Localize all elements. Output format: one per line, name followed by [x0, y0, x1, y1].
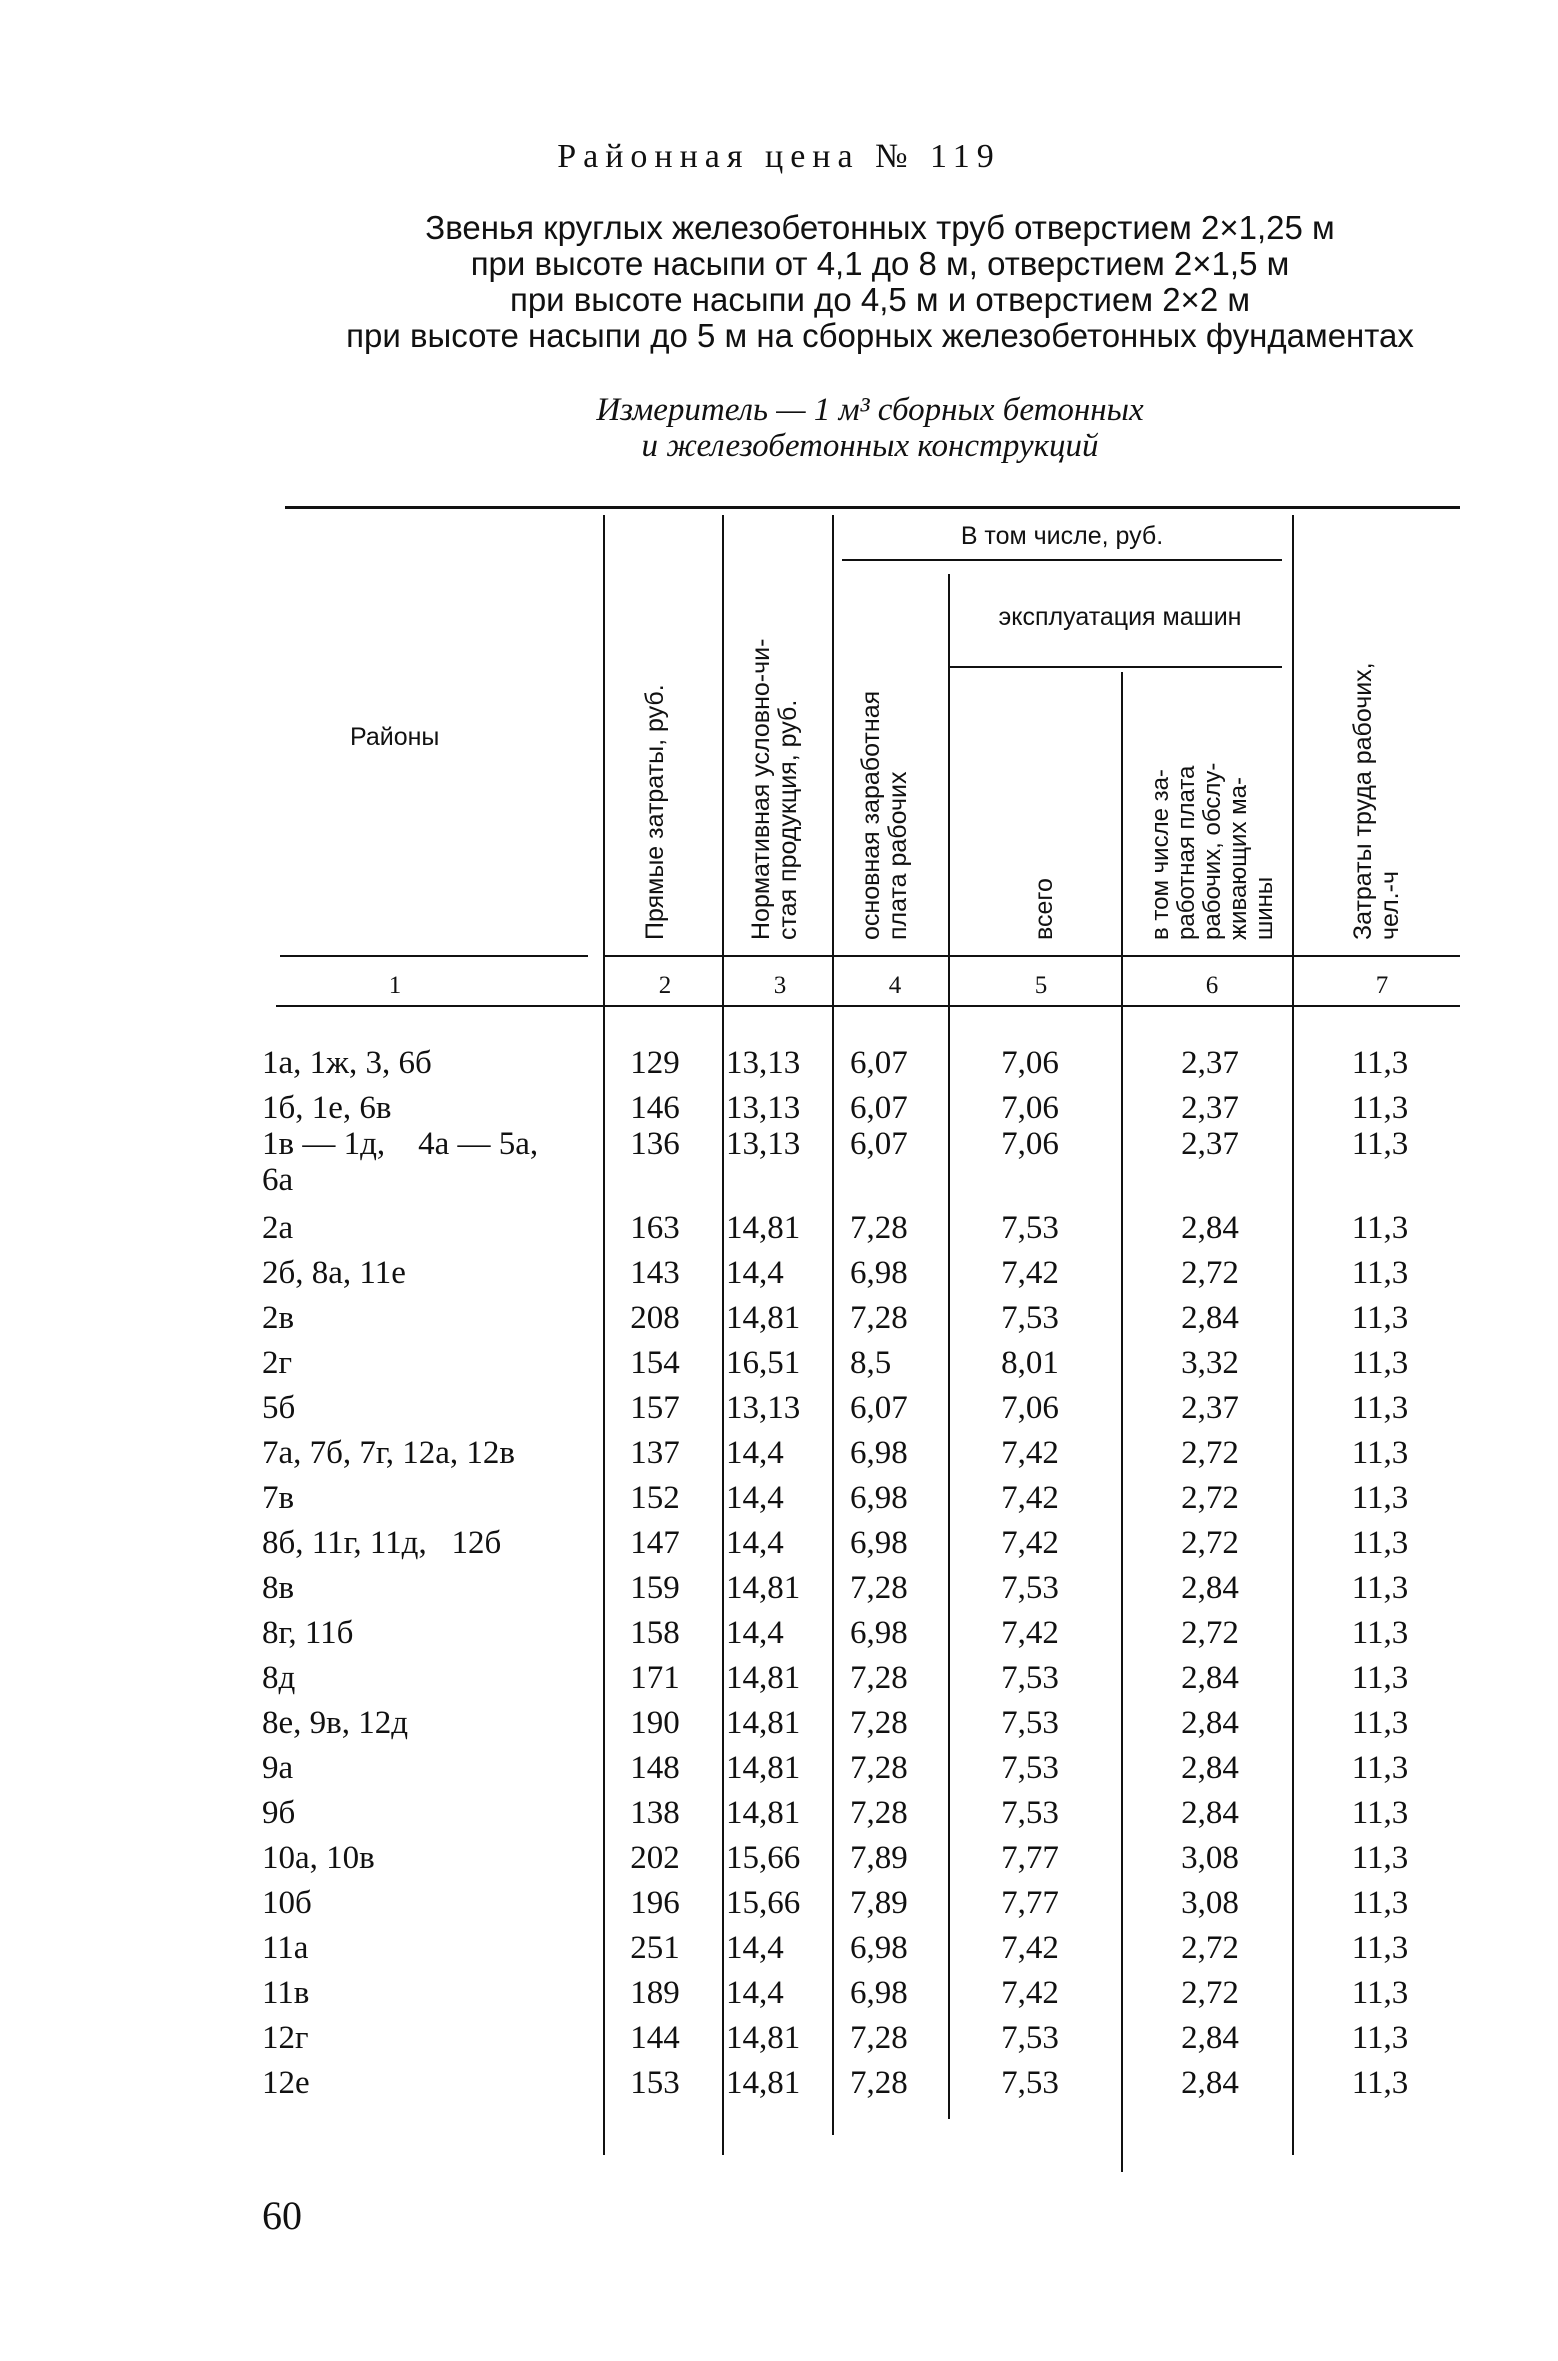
header-line: стая продукция, руб.	[774, 699, 802, 940]
header-direct-costs: Прямые затраты, руб.	[641, 684, 669, 940]
machine-total-cell: 7,42	[1001, 1975, 1059, 2011]
normative-product-cell: 14,81	[726, 1795, 801, 1831]
base-wage-cell: 7,28	[850, 1210, 908, 1246]
labor-cell: 11,3	[1351, 1480, 1409, 1516]
direct-costs-cell: 148	[630, 1750, 680, 1786]
direct-costs-cell: 138	[630, 1795, 680, 1831]
region-cell: 12г	[262, 2020, 309, 2056]
labor-cell: 11,3	[1351, 2065, 1409, 2101]
machine-total-cell: 7,06	[1001, 1045, 1059, 1081]
labor-cell: 11,3	[1351, 1660, 1409, 1696]
labor-cell: 11,3	[1351, 1345, 1409, 1381]
labor-cell: 11,3	[1351, 1300, 1409, 1336]
region-cell: 11в	[262, 1975, 310, 2011]
region-cell: 2в	[262, 1300, 295, 1336]
direct-costs-cell: 147	[630, 1525, 680, 1561]
normative-product-cell: 14,81	[726, 2020, 801, 2056]
direct-costs-cell: 152	[630, 1480, 680, 1516]
subtitle-line: при высоте насыпи до 5 м на сборных железобетонных фундаментах	[346, 317, 1414, 354]
machine-wage-cell: 3,08	[1181, 1885, 1239, 1921]
base-wage-cell: 6,98	[850, 1255, 908, 1291]
numbers-rule	[276, 1005, 1460, 1007]
header-line: чел.-ч	[1376, 871, 1404, 940]
header-rule	[280, 955, 588, 957]
normative-product-cell: 14,4	[726, 1435, 784, 1471]
machine-total-cell: 7,53	[1001, 1660, 1059, 1696]
normative-product-cell: 13,13	[726, 1126, 801, 1162]
base-wage-cell: 6,98	[850, 1615, 908, 1651]
header-normative-product	[748, 510, 802, 940]
machine-wage-cell: 2,72	[1181, 1975, 1239, 2011]
region-cell: 6а	[262, 1162, 294, 1198]
direct-costs-cell: 144	[630, 2020, 680, 2056]
direct-costs-cell: 146	[630, 1090, 680, 1126]
base-wage-cell: 6,07	[850, 1126, 908, 1162]
header-line: Затраты труда рабочих,	[1349, 662, 1377, 940]
region-cell: 8д	[262, 1660, 296, 1696]
page-title: Районная цена № 119	[557, 138, 1001, 175]
base-wage-cell: 6,07	[850, 1390, 908, 1426]
base-wage-cell: 7,28	[850, 1660, 908, 1696]
normative-product-cell: 14,81	[726, 2065, 801, 2101]
direct-costs-cell: 137	[630, 1435, 680, 1471]
region-cell: 1а, 1ж, 3, 6б	[262, 1045, 432, 1081]
col-divider	[948, 574, 950, 2119]
labor-cell: 11,3	[1351, 1615, 1409, 1651]
machine-wage-cell: 2,72	[1181, 1480, 1239, 1516]
labor-cell: 11,3	[1351, 1750, 1409, 1786]
machine-total-cell: 8,01	[1001, 1345, 1059, 1381]
machine-total-cell: 7,06	[1001, 1390, 1059, 1426]
base-wage-cell: 7,28	[850, 2065, 908, 2101]
direct-costs-cell: 190	[630, 1705, 680, 1741]
header-regions: Районы	[350, 723, 440, 751]
machine-wage-cell: 2,37	[1181, 1390, 1239, 1426]
measure-unit	[470, 392, 1270, 464]
column-number: 6	[1205, 972, 1219, 999]
labor-cell: 11,3	[1351, 2020, 1409, 2056]
labor-cell: 11,3	[1351, 1525, 1409, 1561]
base-wage-cell: 6,98	[850, 1930, 908, 1966]
normative-product-cell: 15,66	[726, 1840, 801, 1876]
column-number: 7	[1375, 972, 1389, 999]
base-wage-cell: 7,28	[850, 1795, 908, 1831]
page-number: 60	[262, 2193, 302, 2238]
subtitle-line: при высоте насыпи от 4,1 до 8 м, отверстием 2×1,5 м	[470, 245, 1290, 282]
region-cell: 8в	[262, 1570, 295, 1606]
region-cell: 10б	[262, 1885, 312, 1921]
machine-wage-cell: 2,72	[1181, 1525, 1239, 1561]
subtitle-line: при высоте насыпи до 4,5 м и отверстием 2×2 м	[509, 281, 1251, 318]
direct-costs-cell: 157	[630, 1390, 680, 1426]
region-cell: 5б	[262, 1390, 296, 1426]
region-cell: 2б, 8а, 11е	[262, 1255, 406, 1291]
base-wage-cell: 7,28	[850, 2020, 908, 2056]
machine-wage-cell: 3,32	[1181, 1345, 1239, 1381]
base-wage-cell: 7,28	[850, 1570, 908, 1606]
region-cell: 2а	[262, 1210, 294, 1246]
direct-costs-cell: 171	[630, 1660, 680, 1696]
header-including: В том числе, руб.	[960, 522, 1164, 550]
labor-cell: 11,3	[1351, 1255, 1409, 1291]
header-line: работная плата	[1173, 765, 1200, 940]
machine-wage-cell: 2,84	[1181, 1660, 1239, 1696]
machine-total-cell: 7,53	[1001, 2020, 1059, 2056]
normative-product-cell: 13,13	[726, 1090, 801, 1126]
normative-product-cell: 14,4	[726, 1615, 784, 1651]
machine-total-cell: 7,42	[1001, 1255, 1059, 1291]
machine-total-cell: 7,53	[1001, 1300, 1059, 1336]
machine-total-cell: 7,53	[1001, 1570, 1059, 1606]
machine-total-cell: 7,42	[1001, 1930, 1059, 1966]
machine-wage-cell: 2,72	[1181, 1615, 1239, 1651]
labor-cell: 11,3	[1351, 1090, 1409, 1126]
region-cell: 9а	[262, 1750, 294, 1786]
base-wage-cell: 6,07	[850, 1090, 908, 1126]
header-machine-operation: эксплуатация машин	[998, 603, 1242, 631]
normative-product-cell: 16,51	[726, 1345, 801, 1381]
header-line: Нормативная условно-чи-	[747, 638, 775, 940]
measure-line: и железобетонных конструкций	[641, 428, 1099, 464]
direct-costs-cell: 189	[630, 1975, 680, 2011]
subtitle	[270, 210, 1490, 354]
machine-total-cell: 7,53	[1001, 2065, 1059, 2101]
labor-cell: 11,3	[1351, 1705, 1409, 1741]
normative-product-cell: 15,66	[726, 1885, 801, 1921]
normative-product-cell: 14,81	[726, 1210, 801, 1246]
region-cell: 8б, 11г, 11д, 12б	[262, 1525, 502, 1561]
normative-product-cell: 14,4	[726, 1255, 784, 1291]
including-rule	[842, 559, 1282, 561]
normative-product-cell: 14,4	[726, 1480, 784, 1516]
labor-cell: 11,3	[1351, 1210, 1409, 1246]
machine-wage-cell: 2,84	[1181, 1705, 1239, 1741]
machine-total-cell: 7,53	[1001, 1750, 1059, 1786]
machine-total-cell: 7,42	[1001, 1615, 1059, 1651]
machine-wage-cell: 2,84	[1181, 1570, 1239, 1606]
header-line: плата рабочих	[884, 771, 912, 940]
direct-costs-cell: 158	[630, 1615, 680, 1651]
normative-product-cell: 14,81	[726, 1750, 801, 1786]
base-wage-cell: 6,98	[850, 1975, 908, 2011]
normative-product-cell: 13,13	[726, 1390, 801, 1426]
normative-product-cell: 14,4	[726, 1930, 784, 1966]
machine-total-cell: 7,77	[1001, 1885, 1059, 1921]
header-machine-wage	[1148, 665, 1278, 940]
col-divider	[722, 515, 724, 2155]
region-cell: 12е	[262, 2065, 310, 2101]
direct-costs-cell: 196	[630, 1885, 680, 1921]
direct-costs-cell: 154	[630, 1345, 680, 1381]
header-line: рабочих, обслу-	[1199, 762, 1226, 940]
labor-cell: 11,3	[1351, 1840, 1409, 1876]
column-number: 2	[658, 972, 672, 999]
header-labor	[1350, 510, 1404, 940]
machine-wage-cell: 2,37	[1181, 1126, 1239, 1162]
header-line: шины	[1251, 876, 1278, 940]
header-line: живающих ма-	[1225, 777, 1252, 940]
machine-wage-cell: 2,84	[1181, 2065, 1239, 2101]
labor-cell: 11,3	[1351, 1975, 1409, 2011]
normative-product-cell: 14,81	[726, 1705, 801, 1741]
machine-total-cell: 7,06	[1001, 1126, 1059, 1162]
labor-cell: 11,3	[1351, 1930, 1409, 1966]
header-rule	[604, 955, 1460, 957]
direct-costs-cell: 136	[630, 1126, 680, 1162]
normative-product-cell: 13,13	[726, 1045, 801, 1081]
header-line: основная заработная	[857, 690, 885, 940]
machine-wage-cell: 2,84	[1181, 2020, 1239, 2056]
column-number: 3	[773, 972, 787, 999]
machine-wage-cell: 2,72	[1181, 1255, 1239, 1291]
direct-costs-cell: 251	[630, 1930, 680, 1966]
region-cell: 2г	[262, 1345, 293, 1381]
machine-wage-cell: 2,72	[1181, 1435, 1239, 1471]
column-number: 5	[1034, 972, 1048, 999]
region-cell: 1в — 1д, 4а — 5а,	[262, 1126, 539, 1162]
machine-total-cell: 7,42	[1001, 1525, 1059, 1561]
col-divider	[832, 515, 834, 2135]
header-line: в том числе за-	[1147, 769, 1174, 940]
measure-line: Измеритель — 1 м³ сборных бетонных	[596, 392, 1144, 428]
labor-cell: 11,3	[1351, 1126, 1409, 1162]
labor-cell: 11,3	[1351, 1045, 1409, 1081]
base-wage-cell: 7,89	[850, 1885, 908, 1921]
machine-total-cell: 7,53	[1001, 1705, 1059, 1741]
machine-wage-cell: 3,08	[1181, 1840, 1239, 1876]
subtitle-line: Звенья круглых железобетонных труб отверстием 2×1,25 м	[425, 209, 1335, 246]
base-wage-cell: 7,28	[850, 1750, 908, 1786]
region-cell: 7а, 7б, 7г, 12а, 12в	[262, 1435, 515, 1471]
direct-costs-cell: 163	[630, 1210, 680, 1246]
region-cell: 8е, 9в, 12д	[262, 1705, 409, 1741]
region-cell: 8г, 11б	[262, 1615, 354, 1651]
base-wage-cell: 8,5	[850, 1345, 892, 1381]
base-wage-cell: 6,07	[850, 1045, 908, 1081]
direct-costs-cell: 202	[630, 1840, 680, 1876]
base-wage-cell: 7,89	[850, 1840, 908, 1876]
labor-cell: 11,3	[1351, 1435, 1409, 1471]
labor-cell: 11,3	[1351, 1885, 1409, 1921]
labor-cell: 11,3	[1351, 1795, 1409, 1831]
machine-wage-cell: 2,84	[1181, 1210, 1239, 1246]
normative-product-cell: 14,4	[726, 1975, 784, 2011]
machine-wage-cell: 2,84	[1181, 1795, 1239, 1831]
machine-wage-cell: 2,37	[1181, 1045, 1239, 1081]
machine-total-cell: 7,77	[1001, 1840, 1059, 1876]
machine-wage-cell: 2,84	[1181, 1750, 1239, 1786]
machine-total-cell: 7,53	[1001, 1795, 1059, 1831]
direct-costs-cell: 208	[630, 1300, 680, 1336]
base-wage-cell: 7,28	[850, 1300, 908, 1336]
region-cell: 7в	[262, 1480, 295, 1516]
direct-costs-cell: 129	[630, 1045, 680, 1081]
region-cell: 11а	[262, 1930, 309, 1966]
base-wage-cell: 6,98	[850, 1525, 908, 1561]
column-number: 1	[388, 972, 402, 999]
normative-product-cell: 14,81	[726, 1660, 801, 1696]
header-total: всего	[1030, 878, 1058, 940]
machine-total-cell: 7,53	[1001, 1210, 1059, 1246]
direct-costs-cell: 143	[630, 1255, 680, 1291]
normative-product-cell: 14,81	[726, 1570, 801, 1606]
column-number: 4	[888, 972, 902, 999]
machine-wage-cell: 2,37	[1181, 1090, 1239, 1126]
machine-total-cell: 7,06	[1001, 1090, 1059, 1126]
base-wage-cell: 6,98	[850, 1480, 908, 1516]
region-cell: 9б	[262, 1795, 296, 1831]
region-cell: 10а, 10в	[262, 1840, 375, 1876]
base-wage-cell: 7,28	[850, 1705, 908, 1741]
direct-costs-cell: 159	[630, 1570, 680, 1606]
region-cell: 1б, 1е, 6в	[262, 1090, 392, 1126]
machine-total-cell: 7,42	[1001, 1435, 1059, 1471]
normative-product-cell: 14,81	[726, 1300, 801, 1336]
header-base-wage	[858, 568, 912, 940]
base-wage-cell: 6,98	[850, 1435, 908, 1471]
normative-product-cell: 14,4	[726, 1525, 784, 1561]
machine-wage-cell: 2,72	[1181, 1930, 1239, 1966]
table-top-rule	[285, 506, 1460, 509]
machine-total-cell: 7,42	[1001, 1480, 1059, 1516]
direct-costs-cell: 153	[630, 2065, 680, 2101]
labor-cell: 11,3	[1351, 1390, 1409, 1426]
labor-cell: 11,3	[1351, 1570, 1409, 1606]
machine-wage-cell: 2,84	[1181, 1300, 1239, 1336]
